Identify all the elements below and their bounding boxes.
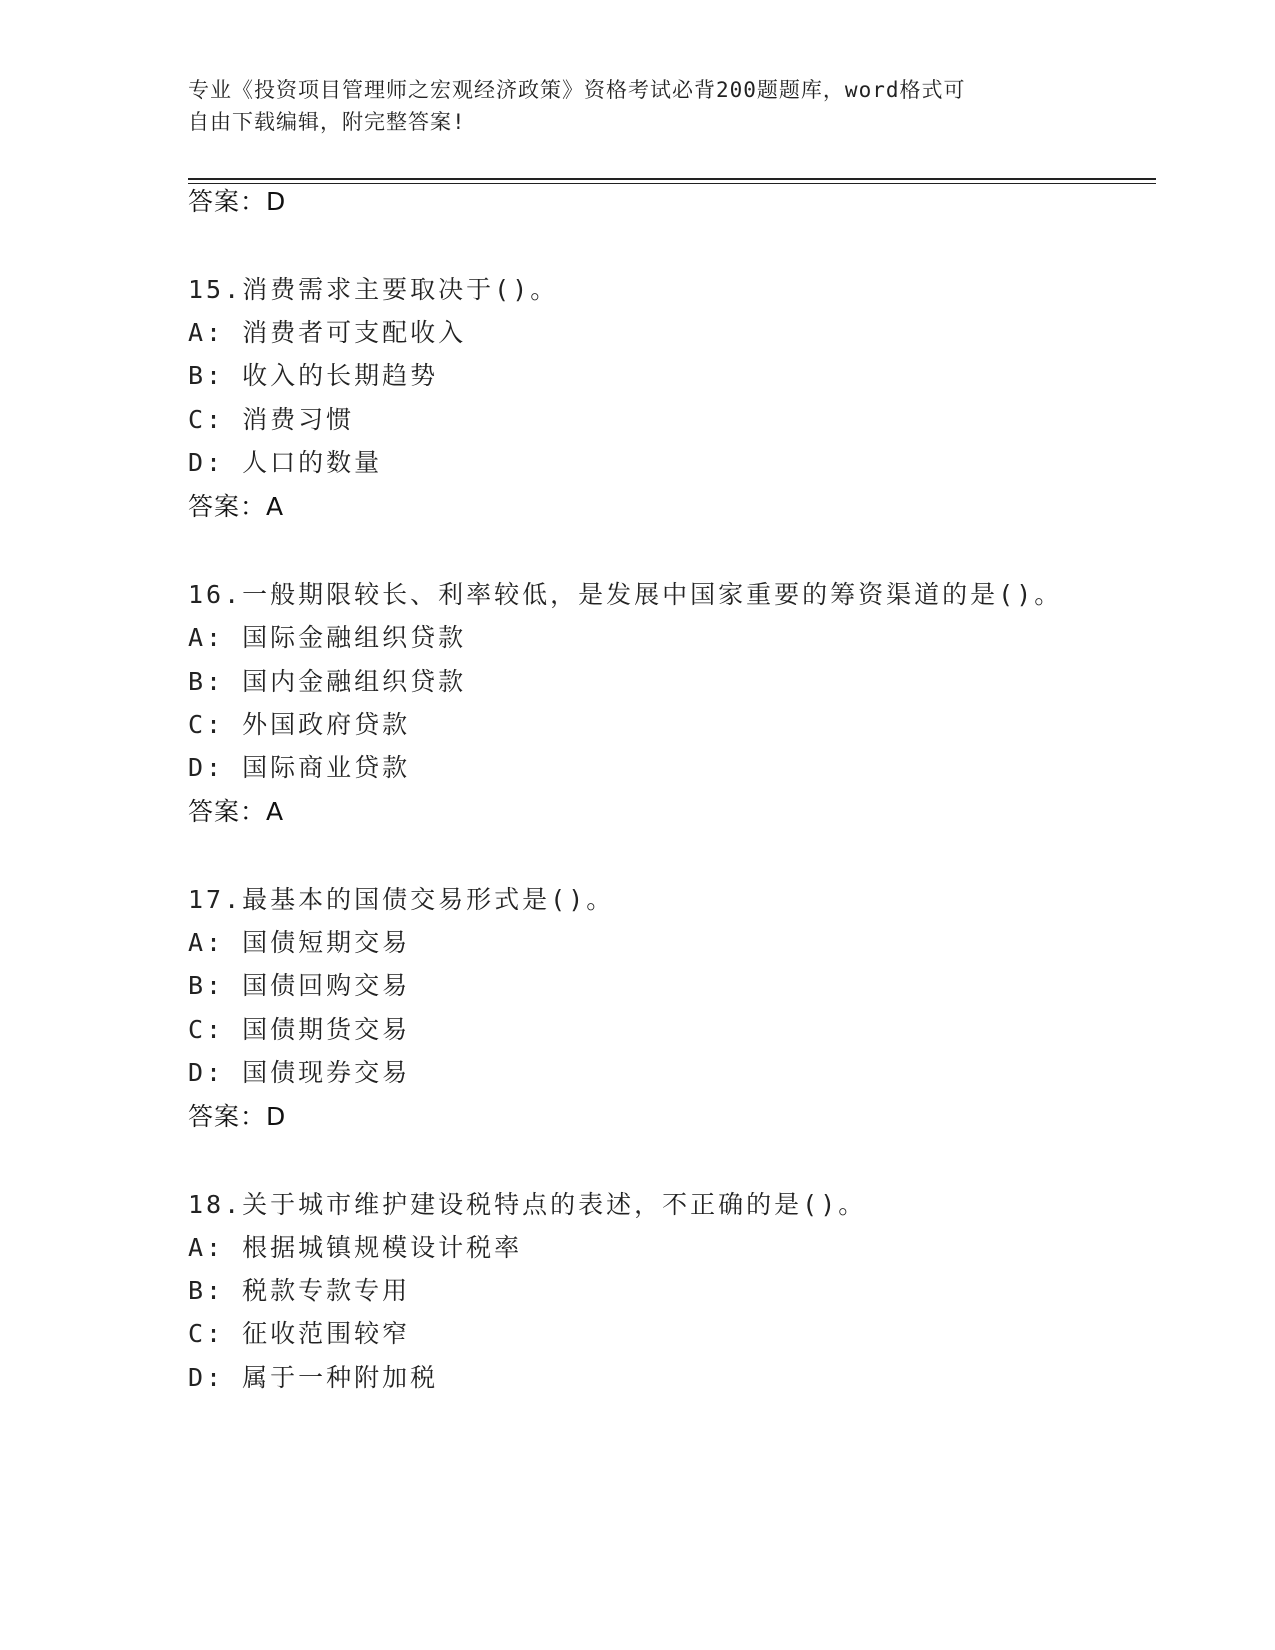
answer-line: 答案：D xyxy=(188,187,287,216)
document-header xyxy=(188,74,1068,138)
answer-line: 答案：A xyxy=(188,797,285,826)
question-option: C: 外国政府贷款 xyxy=(188,710,411,739)
question-option: D: 人口的数量 xyxy=(188,448,383,477)
question-stem: 16.一般期限较长、利率较低，是发展中国家重要的筹资渠道的是()。 xyxy=(188,580,1063,609)
question-stem: 18.关于城市维护建设税特点的表述，不正确的是()。 xyxy=(188,1190,867,1219)
header-divider-thick xyxy=(188,178,1156,180)
question-option: A: 国际金融组织贷款 xyxy=(188,623,467,652)
question-option: A: 消费者可支配收入 xyxy=(188,318,467,347)
question-option: C: 征收范围较窄 xyxy=(188,1319,411,1348)
question-option: B: 税款专款专用 xyxy=(188,1276,411,1305)
question-option: D: 属于一种附加税 xyxy=(188,1363,439,1392)
question-option: A: 根据城镇规模设计税率 xyxy=(188,1233,523,1262)
question-option: D: 国际商业贷款 xyxy=(188,753,411,782)
question-option: B: 国债回购交易 xyxy=(188,971,411,1000)
question-option: B: 收入的长期趋势 xyxy=(188,361,439,390)
question-option: C: 消费习惯 xyxy=(188,405,355,434)
question-option: D: 国债现券交易 xyxy=(188,1058,411,1087)
header-title-line-1: 专业《投资项目管理师之宏观经济政策》资格考试必背200题题库，word格式可 xyxy=(188,78,966,102)
question-option: C: 国债期货交易 xyxy=(188,1015,411,1044)
answer-line: 答案：A xyxy=(188,492,285,521)
question-option: A: 国债短期交易 xyxy=(188,928,411,957)
header-title-line-2: 自由下载编辑，附完整答案! xyxy=(188,110,466,134)
question-option: B: 国内金融组织贷款 xyxy=(188,667,467,696)
question-stem: 17.最基本的国债交易形式是()。 xyxy=(188,885,615,914)
question-stem: 15.消费需求主要取决于()。 xyxy=(188,275,559,304)
answer-line: 答案：D xyxy=(188,1102,287,1131)
header-divider-thin xyxy=(188,183,1156,184)
